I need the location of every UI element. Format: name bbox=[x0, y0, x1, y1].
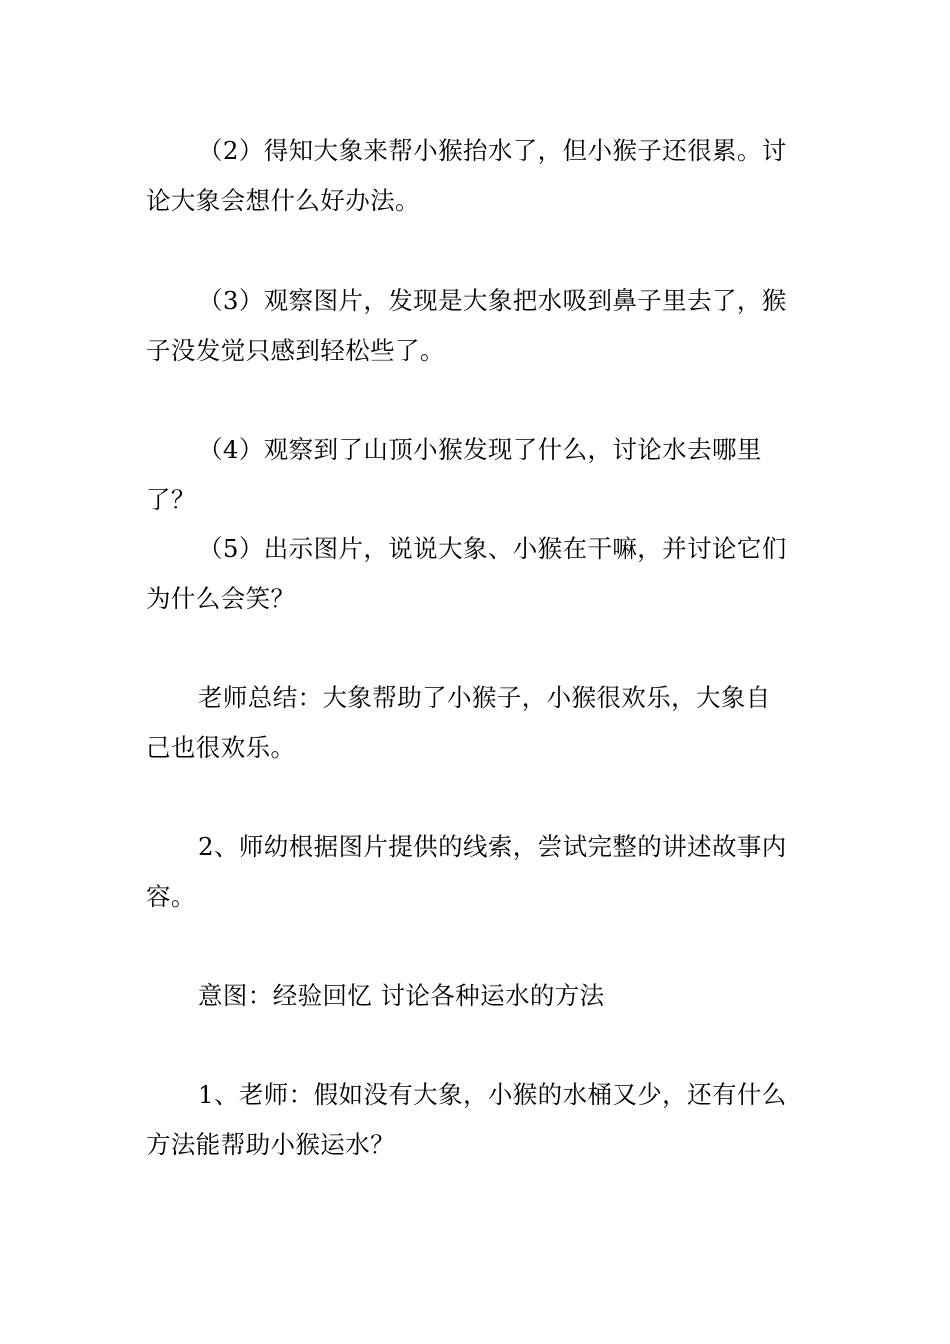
paragraph-step-4 bbox=[146, 425, 810, 525]
paragraph-step-3 bbox=[146, 276, 810, 376]
text-line: （3）观察图片，发现是大象把水吸到鼻子里去了，猴 bbox=[198, 286, 787, 315]
paragraph-item-1 bbox=[146, 1070, 810, 1170]
paragraph-teacher-summary bbox=[146, 673, 810, 773]
text-line: （5）出示图片，说说大象、小猴在干嘛，并讨论它们 bbox=[198, 534, 787, 563]
paragraph-item-2 bbox=[146, 822, 810, 922]
text-line: 容。 bbox=[146, 882, 196, 911]
text-line: （2）得知大象来帮小猴抬水了，但小猴子还很累。讨 bbox=[198, 136, 787, 165]
text-line: 为什么会笑？ bbox=[146, 584, 296, 613]
text-line: 意图：经验回忆 讨论各种运水的方法 bbox=[198, 981, 605, 1010]
text-line: 己也很欢乐。 bbox=[146, 733, 296, 762]
text-line: 论大象会想什么好办法。 bbox=[146, 186, 420, 215]
text-line: 子没发觉只感到轻松些了。 bbox=[146, 336, 445, 365]
paragraph-step-2 bbox=[146, 126, 810, 226]
text-line: 1、老师：假如没有大象，小猴的水桶又少，还有什么 bbox=[198, 1080, 787, 1109]
paragraph-step-5 bbox=[146, 524, 810, 624]
text-line: 2、师幼根据图片提供的线索，尝试完整的讲述故事内 bbox=[198, 832, 787, 861]
text-line: 老师总结：大象帮助了小猴子，小猴很欢乐，大象自 bbox=[198, 683, 771, 712]
paragraph-intent bbox=[146, 971, 810, 1021]
text-line: （4）观察到了山顶小猴发现了什么，讨论水去哪里了？ bbox=[146, 435, 762, 514]
text-line: 方法能帮助小猴运水？ bbox=[146, 1130, 395, 1159]
